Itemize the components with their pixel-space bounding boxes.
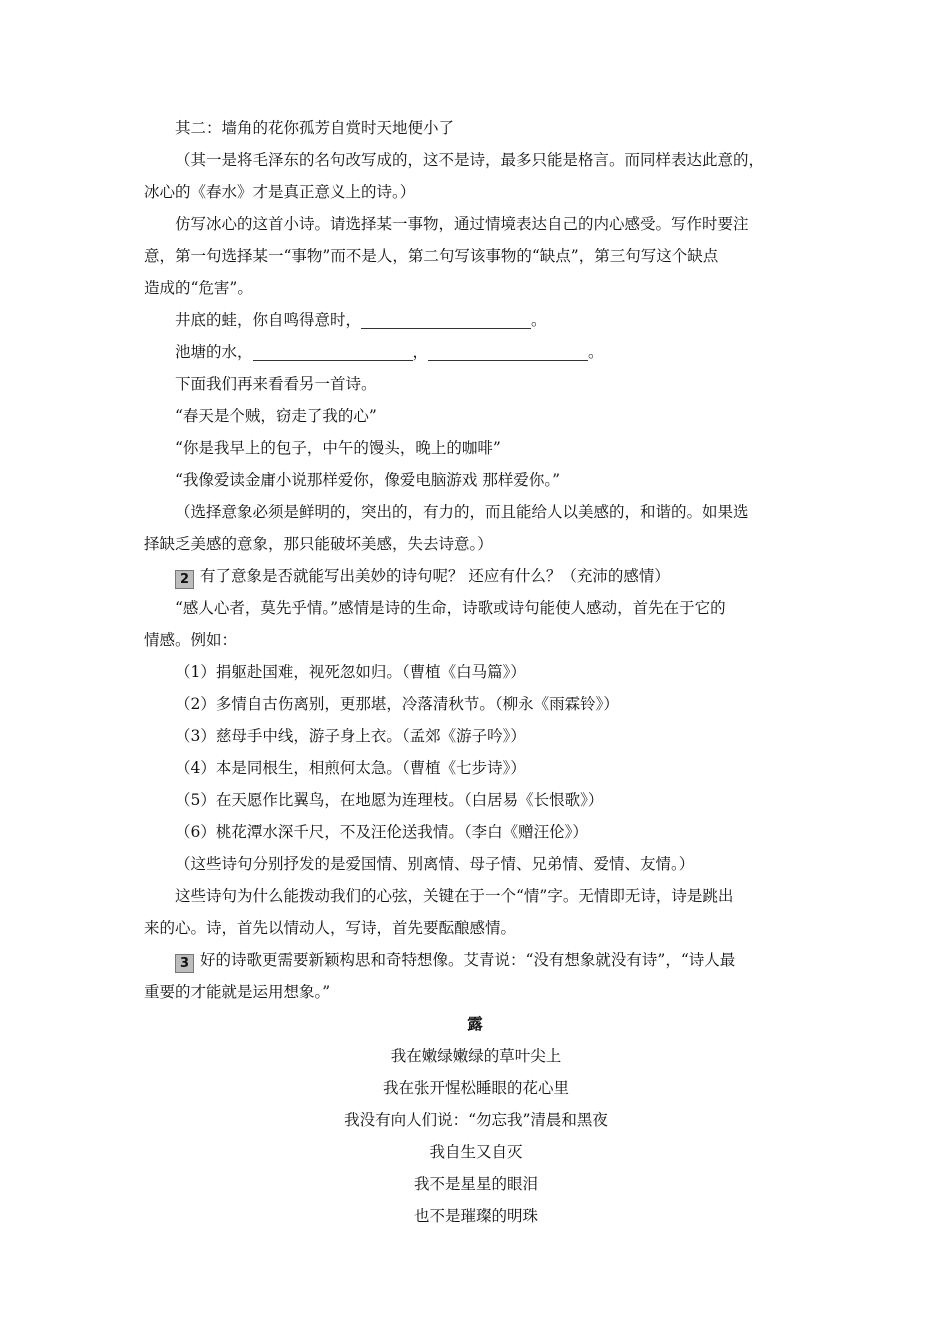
paragraph-line: 冰心的《春水》才是真正意义上的诗。） xyxy=(144,183,416,201)
poem-verse: 也不是璀璨的明珠 xyxy=(413,1207,538,1225)
example-line: （1）捐躯赴国难，视死忽如归。（曹植《白马篇》） xyxy=(175,663,526,681)
quote-line: “我像爱读金庸小说那样爱你，像爱电脑游戏 那样爱你。” xyxy=(175,471,561,489)
paragraph-line: 择缺乏美感的意象，那只能破坏美感，失去诗意。） xyxy=(144,535,493,553)
section-heading-text: 好的诗歌更需要新颖构思和奇特想像。艾青说：“没有想象就没有诗”，“诗人最 xyxy=(200,951,736,969)
fill-in-line-frog xyxy=(144,304,808,336)
example-line: （2）多情自古伤离别，更那堪，冷落清秋节。（柳永《雨霖铃》） xyxy=(175,695,619,713)
fill-in-line-pond xyxy=(144,336,808,368)
section-heading-text: 有了意象是否就能写出美妙的诗句呢？ 还应有什么？（充沛的感情） xyxy=(200,567,670,585)
punctuation: ， xyxy=(412,343,429,361)
prompt-text: 井底的蛙，你自鸣得意时， xyxy=(175,311,362,329)
answer-blank[interactable] xyxy=(253,340,413,361)
punctuation: 。 xyxy=(588,343,604,361)
paragraph-line: 其二：墙角的花你孤芳自赏时天地便小了 xyxy=(175,119,455,137)
paragraph-line: 重要的才能就是运用想象。” xyxy=(144,983,331,1001)
paragraph-line: 这些诗句为什么能拨动我们的心弦，关键在于一个“情”字。无情即无诗，诗是跳出 xyxy=(175,887,734,905)
paragraph-line: 下面我们再来看看另一首诗。 xyxy=(175,375,377,393)
paragraph-line: 来的心。诗，首先以情动人，写诗，首先要酝酿感情。 xyxy=(144,919,517,937)
poem-verse: 我没有向人们说：“勿忘我”清晨和黑夜 xyxy=(344,1111,608,1129)
document-body xyxy=(144,112,808,1232)
paragraph-line: （这些诗句分别抒发的是爱国情、别离情、母子情、兄弟情、爱情、友情。） xyxy=(175,855,695,873)
poem-verse: 我在张开惺松睡眼的花心里 xyxy=(382,1079,569,1097)
poem-title: 露 xyxy=(467,1014,483,1033)
poem-verse: 我自生又自灭 xyxy=(429,1143,523,1161)
poem-verse: 我不是星星的眼泪 xyxy=(413,1175,538,1193)
example-line: （5）在天愿作比翼鸟，在地愿为连理枝。（白居易《长恨歌》） xyxy=(175,791,604,809)
prompt-text: 池塘的水， xyxy=(175,343,253,361)
quote-line: “你是我早上的包子，中午的馒头，晚上的咖啡” xyxy=(175,439,501,457)
paragraph-line: （其一是将毛泽东的名句改写成的，这不是诗，最多只能是格言。而同样表达此意的， xyxy=(175,151,765,169)
paragraph-line: 造成的“危害”。 xyxy=(144,279,253,297)
section-number-badge: 3 xyxy=(175,954,194,973)
quote-line: “春天是个贼，窃走了我的心” xyxy=(175,407,377,425)
answer-blank[interactable] xyxy=(361,308,531,329)
example-line: （3）慈母手中线，游子身上衣。（孟郊《游子吟》） xyxy=(175,727,526,745)
section-number-badge: 2 xyxy=(175,570,194,589)
section-heading-2 xyxy=(144,560,808,592)
poem-verse: 我在嫩绿嫩绿的草叶尖上 xyxy=(390,1047,562,1065)
poem-body xyxy=(144,1040,808,1232)
paragraph-line: 情感。例如： xyxy=(144,631,238,649)
section-heading-3 xyxy=(144,944,808,976)
paragraph-line: （选择意象必须是鲜明的，突出的，有力的，而且能给人以美感的，和谐的。如果选 xyxy=(175,503,749,521)
example-line: （4）本是同根生，相煎何太急。（曹植《七步诗》） xyxy=(175,759,526,777)
paragraph-line: “感人心者，莫先乎情。”感情是诗的生命，诗歌或诗句能使人感动，首先在于它的 xyxy=(175,599,726,617)
paragraph-line: 仿写冰心的这首小诗。请选择某一事物，通过情境表达自己的内心感受。写作时要注 xyxy=(175,215,749,233)
example-line: （6）桃花潭水深千尺，不及汪伦送我情。（李白《赠汪伦》） xyxy=(175,823,588,841)
paragraph-line: 意，第一句选择某一“事物”而不是人，第二句写该事物的“缺点”，第三句写这个缺点 xyxy=(144,247,719,265)
answer-blank[interactable] xyxy=(428,340,588,361)
punctuation: 。 xyxy=(531,311,547,329)
